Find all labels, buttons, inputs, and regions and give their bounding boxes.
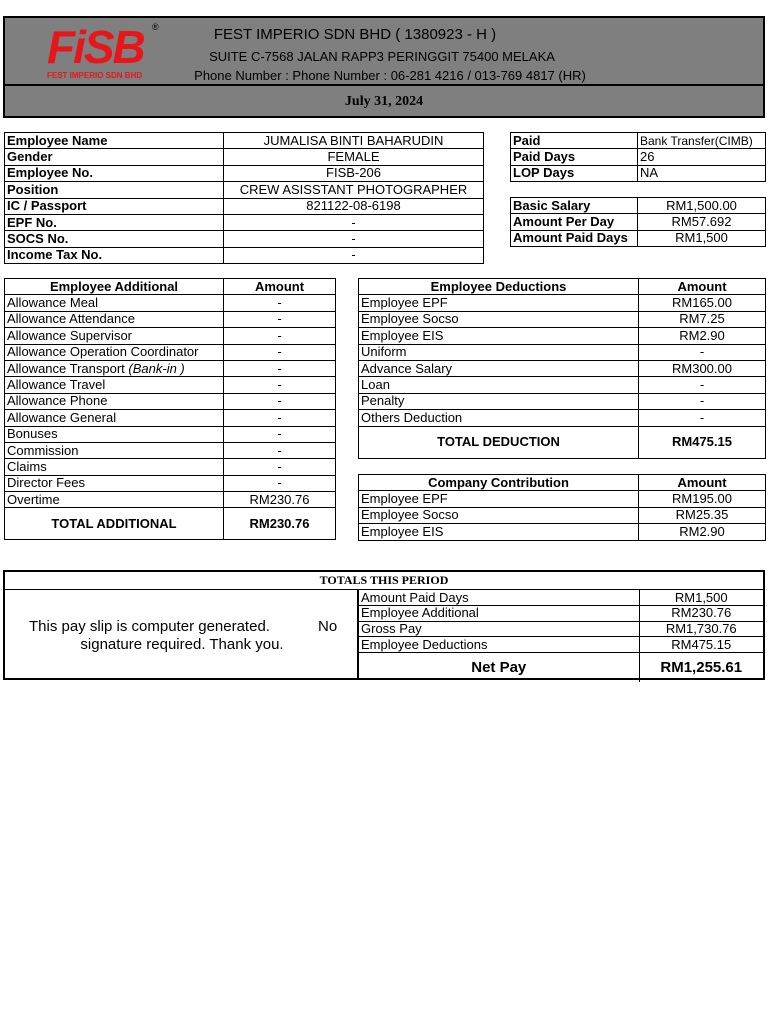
row-amount: RM475.15 <box>639 637 763 653</box>
row-label: Allowance Attendance <box>5 311 224 327</box>
row-amount: - <box>224 377 336 393</box>
table-row <box>359 410 766 426</box>
note-line-2: signature required. Thank you. <box>80 636 284 653</box>
table-row <box>5 149 484 165</box>
basic-salary-value: RM1,500.00 <box>638 198 766 214</box>
row-label: Employee Socso <box>359 311 639 327</box>
row-amount: RM195.00 <box>639 491 766 507</box>
total-additional-value: RM230.76 <box>224 508 336 540</box>
contribution-header-amount: Amount <box>639 475 766 491</box>
table-row <box>359 393 766 409</box>
table-row <box>5 360 336 376</box>
employee-no-label: Employee No. <box>5 165 224 181</box>
table-row <box>511 214 766 230</box>
totals-table <box>359 590 763 682</box>
amount-paid-days-value: RM1,500 <box>638 230 766 246</box>
paid-days-value: 26 <box>638 149 766 165</box>
table-row <box>5 475 336 491</box>
payslip-date: July 31, 2024 <box>344 94 424 109</box>
deductions-header-amount: Amount <box>639 279 766 295</box>
table-header-row <box>359 279 766 295</box>
table-row <box>511 133 766 149</box>
logo-subtitle: FEST IMPERIO SDN BHD <box>47 71 143 80</box>
table-row <box>5 182 484 198</box>
transport-note: (Bank-in ) <box>128 360 185 376</box>
row-label: Employee Additional <box>359 606 639 622</box>
deductions-header-label: Employee Deductions <box>359 279 639 295</box>
position-label: Position <box>5 182 224 198</box>
row-amount: RM1,500 <box>639 590 763 606</box>
totals-section <box>3 570 765 680</box>
row-label: Overtime <box>5 492 224 508</box>
table-row <box>5 214 484 230</box>
company-address: SUITE C-7568 JALAN RAPP3 PERINGGIT 75400 MELAKA <box>209 49 555 64</box>
row-amount: - <box>224 328 336 344</box>
epf-no-value: - <box>224 214 484 230</box>
company-contribution-table <box>358 474 766 541</box>
row-label: Commission <box>5 442 224 458</box>
note-line-1: This pay slip is computer generated. <box>29 618 270 635</box>
employee-additional-table <box>4 278 336 540</box>
registered-mark: ® <box>152 22 159 32</box>
employee-name-value: JUMALISA BINTI BAHARUDIN <box>224 133 484 149</box>
table-row <box>359 377 766 393</box>
company-logo <box>47 21 162 84</box>
row-label: Allowance Operation Coordinator <box>5 344 224 360</box>
row-amount: RM25.35 <box>639 507 766 523</box>
table-row <box>5 393 336 409</box>
computer-generated-note <box>5 590 359 678</box>
contribution-header-label: Company Contribution <box>359 475 639 491</box>
row-amount: - <box>224 410 336 426</box>
row-label: Employee EIS <box>359 328 639 344</box>
table-row <box>5 231 484 247</box>
lop-days-value: NA <box>638 165 766 181</box>
row-amount: - <box>224 426 336 442</box>
table-row <box>5 133 484 149</box>
row-amount: RM2.90 <box>639 328 766 344</box>
row-label: Allowance Supervisor <box>5 328 224 344</box>
row-label: Loan <box>359 377 639 393</box>
ic-passport-value: 821122-08-6198 <box>224 198 484 214</box>
employee-info-table <box>4 132 484 264</box>
gender-label: Gender <box>5 149 224 165</box>
total-additional-row <box>5 508 336 540</box>
table-row <box>511 230 766 246</box>
row-label: Uniform <box>359 344 639 360</box>
logo-text: FiSB <box>47 21 144 73</box>
row-label: Employee EPF <box>359 295 639 311</box>
amount-per-day-label: Amount Per Day <box>511 214 638 230</box>
table-row <box>5 344 336 360</box>
net-pay-row <box>359 652 763 682</box>
row-label: Allowance Travel <box>5 377 224 393</box>
row-label: Advance Salary <box>359 360 639 376</box>
row-amount: RM230.76 <box>224 492 336 508</box>
total-deduction-value: RM475.15 <box>639 426 766 458</box>
table-row <box>359 344 766 360</box>
table-row <box>511 165 766 181</box>
totals-title: TOTALS THIS PERIOD <box>5 572 763 590</box>
row-amount: - <box>224 459 336 475</box>
table-row <box>511 149 766 165</box>
row-amount: RM300.00 <box>639 360 766 376</box>
table-row <box>359 621 763 637</box>
table-row <box>5 459 336 475</box>
total-deduction-label: TOTAL DEDUCTION <box>359 426 639 458</box>
row-label: Bonuses <box>5 426 224 442</box>
employee-deductions-table <box>358 278 766 459</box>
table-header-row <box>5 279 336 295</box>
row-amount: - <box>224 442 336 458</box>
row-amount: RM1,730.76 <box>639 621 763 637</box>
row-label: Penalty <box>359 393 639 409</box>
table-row <box>5 165 484 181</box>
table-row <box>359 590 763 606</box>
table-row <box>5 295 336 311</box>
table-row <box>359 637 763 653</box>
net-pay-label: Net Pay <box>359 652 639 682</box>
row-amount: - <box>224 360 336 376</box>
table-row <box>359 311 766 327</box>
socs-no-value: - <box>224 231 484 247</box>
table-row <box>359 606 763 622</box>
row-amount: - <box>224 311 336 327</box>
table-row <box>359 360 766 376</box>
table-row <box>5 492 336 508</box>
row-amount: - <box>224 344 336 360</box>
paid-label: Paid <box>511 133 638 149</box>
note-no: No <box>318 618 338 635</box>
employee-no-value: FISB-206 <box>224 165 484 181</box>
row-amount: - <box>639 344 766 360</box>
paid-days-label: Paid Days <box>511 149 638 165</box>
row-label: Allowance Phone <box>5 393 224 409</box>
row-amount: - <box>639 393 766 409</box>
row-amount: RM7.25 <box>639 311 766 327</box>
row-label: Amount Paid Days <box>359 590 639 606</box>
amount-paid-days-label: Amount Paid Days <box>511 230 638 246</box>
row-amount: - <box>639 410 766 426</box>
row-label: Director Fees <box>5 475 224 491</box>
table-row <box>5 377 336 393</box>
row-amount: - <box>224 475 336 491</box>
row-amount: - <box>224 295 336 311</box>
basic-salary-label: Basic Salary <box>511 198 638 214</box>
payment-info-table <box>510 132 766 182</box>
position-value: CREW ASISSTANT PHOTOGRAPHER <box>224 182 484 198</box>
lop-days-label: LOP Days <box>511 165 638 181</box>
epf-no-label: EPF No. <box>5 214 224 230</box>
row-label: Employee Socso <box>359 507 639 523</box>
employee-name-label: Employee Name <box>5 133 224 149</box>
table-row <box>5 311 336 327</box>
row-label: Allowance Meal <box>5 295 224 311</box>
additional-header-amount: Amount <box>224 279 336 295</box>
additional-header-label: Employee Additional <box>5 279 224 295</box>
table-row <box>5 328 336 344</box>
row-label: Employee EIS <box>359 524 639 540</box>
ic-passport-label: IC / Passport <box>5 198 224 214</box>
table-row <box>359 491 766 507</box>
transport-label: Allowance Transport <box>7 360 125 376</box>
table-row <box>511 198 766 214</box>
table-row <box>359 524 766 540</box>
salary-info-table <box>510 197 766 247</box>
row-label: Employee Deductions <box>359 637 639 653</box>
table-header-row <box>359 475 766 491</box>
gender-value: FEMALE <box>224 149 484 165</box>
net-pay-value: RM1,255.61 <box>639 652 763 682</box>
company-phone: Phone Number : Phone Number : 06-281 4216 / 013-769 4817 (HR) <box>194 68 586 83</box>
row-label: Employee EPF <box>359 491 639 507</box>
row-amount: - <box>224 393 336 409</box>
table-row <box>359 507 766 523</box>
table-row <box>5 442 336 458</box>
income-tax-label: Income Tax No. <box>5 247 224 263</box>
row-amount: RM2.90 <box>639 524 766 540</box>
payslip-header <box>3 16 765 118</box>
total-deduction-row <box>359 426 766 458</box>
row-label: Claims <box>5 459 224 475</box>
table-row <box>5 247 484 263</box>
table-row <box>359 328 766 344</box>
socs-no-label: SOCS No. <box>5 231 224 247</box>
income-tax-value: - <box>224 247 484 263</box>
row-label: Gross Pay <box>359 621 639 637</box>
total-additional-label: TOTAL ADDITIONAL <box>5 508 224 540</box>
row-amount: RM165.00 <box>639 295 766 311</box>
table-row <box>359 295 766 311</box>
row-amount: RM230.76 <box>639 606 763 622</box>
row-amount: - <box>639 377 766 393</box>
table-row <box>5 198 484 214</box>
company-name: FEST IMPERIO SDN BHD ( 1380923 - H ) <box>213 26 497 43</box>
row-label: Allowance General <box>5 410 224 426</box>
row-label: Others Deduction <box>359 410 639 426</box>
company-banner <box>5 18 763 86</box>
paid-value: Bank Transfer(CIMB) <box>638 133 766 149</box>
table-row <box>5 410 336 426</box>
row-label-transport <box>5 360 224 376</box>
table-row <box>5 426 336 442</box>
amount-per-day-value: RM57.692 <box>638 214 766 230</box>
